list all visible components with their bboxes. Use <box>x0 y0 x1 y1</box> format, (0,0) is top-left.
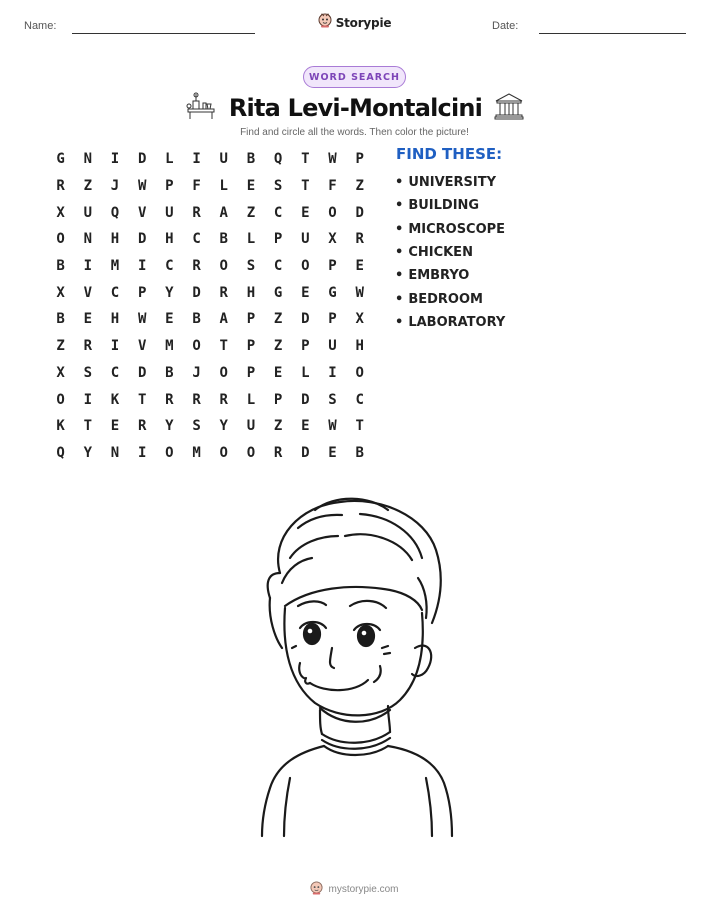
grid-letter[interactable]: H <box>165 231 174 248</box>
grid-letter[interactable]: E <box>301 418 310 435</box>
grid-letter[interactable]: V <box>137 338 147 355</box>
grid-letter[interactable]: H <box>110 231 120 248</box>
grid-letter[interactable]: B <box>246 151 256 168</box>
bullet: • <box>395 175 404 191</box>
grid-letter[interactable]: G <box>328 284 337 301</box>
bullet: • <box>395 314 404 330</box>
grid-letter[interactable]: L <box>165 151 174 168</box>
grid-letter[interactable]: P <box>246 364 256 381</box>
grid-letter[interactable]: I <box>328 364 337 381</box>
storypie-mascot-icon <box>310 880 323 899</box>
grid-letter[interactable]: C <box>192 231 201 248</box>
grid-letter[interactable]: R <box>83 338 92 355</box>
grid-letter[interactable]: W <box>137 311 147 328</box>
grid-letter[interactable]: L <box>301 364 310 381</box>
grid-letter[interactable]: B <box>192 311 201 328</box>
grid-letter[interactable]: E <box>355 258 364 275</box>
grid-letter[interactable]: U <box>83 204 92 221</box>
grid-letter[interactable]: D <box>192 284 201 301</box>
grid-letter[interactable]: K <box>110 391 120 408</box>
grid-letter[interactable]: X <box>328 231 337 248</box>
grid-letter[interactable]: R <box>192 391 201 408</box>
grid-letter[interactable]: R <box>192 204 201 221</box>
grid-letter[interactable]: N <box>83 231 92 248</box>
footer <box>0 880 709 899</box>
grid-letter[interactable]: S <box>83 364 92 381</box>
grid-letter[interactable]: O <box>192 338 201 355</box>
grid-letter[interactable]: T <box>219 338 228 355</box>
grid-letter[interactable]: P <box>165 178 174 195</box>
grid-letter[interactable]: B <box>355 444 364 461</box>
grid-letter[interactable]: T <box>83 418 92 435</box>
grid-letter[interactable]: W <box>328 151 337 168</box>
grid-letter[interactable]: T <box>355 418 364 435</box>
grid-letter[interactable]: E <box>301 284 310 301</box>
grid-letter[interactable]: M <box>110 258 120 275</box>
grid-letter[interactable]: E <box>273 364 283 381</box>
grid-letter[interactable]: M <box>192 444 201 461</box>
grid-letter[interactable]: P <box>246 311 256 328</box>
name-label: Name: <box>24 20 57 32</box>
word-item <box>395 241 505 264</box>
grid-letter[interactable]: O <box>56 231 65 248</box>
grid-letter[interactable]: U <box>219 151 228 168</box>
grid-letter[interactable]: Y <box>219 418 228 435</box>
grid-letter[interactable]: R <box>56 178 65 195</box>
grid-letter[interactable]: O <box>246 444 256 461</box>
grid-letter[interactable]: V <box>83 284 92 301</box>
word-item <box>395 287 505 310</box>
grid-letter[interactable]: L <box>246 231 256 248</box>
word-list <box>395 171 505 334</box>
grid-letter[interactable]: Z <box>246 204 256 221</box>
grid-letter[interactable]: R <box>273 444 283 461</box>
grid-letter[interactable]: U <box>301 231 310 248</box>
bullet: • <box>395 268 404 284</box>
word-label: EMBRYO <box>408 268 470 284</box>
grid-letter[interactable]: G <box>56 151 65 168</box>
grid-letter[interactable]: T <box>301 178 310 195</box>
grid-letter[interactable]: X <box>56 364 65 381</box>
grid-letter[interactable]: T <box>301 151 310 168</box>
grid-letter[interactable]: E <box>246 178 256 195</box>
grid-letter[interactable]: P <box>328 258 337 275</box>
grid-letter[interactable]: C <box>110 364 120 381</box>
word-item <box>395 171 505 194</box>
grid-letter[interactable]: O <box>56 391 65 408</box>
date-line[interactable] <box>539 33 686 34</box>
letter-grid[interactable] <box>47 146 373 466</box>
grid-letter[interactable]: S <box>328 391 337 408</box>
grid-letter[interactable]: Y <box>83 444 92 461</box>
bullet: • <box>395 291 404 307</box>
portrait-illustration <box>240 488 470 838</box>
page-title: Rita Levi-Montalcini <box>228 94 483 122</box>
grid-letter[interactable]: P <box>273 231 283 248</box>
grid-letter[interactable]: L <box>246 391 256 408</box>
grid-letter[interactable]: A <box>219 204 228 221</box>
grid-letter[interactable]: Z <box>83 178 92 195</box>
grid-letter[interactable]: C <box>355 391 364 408</box>
grid-letter[interactable]: Z <box>273 418 283 435</box>
word-search-badge: WORD SEARCH <box>303 66 406 88</box>
grid-letter[interactable]: P <box>137 284 147 301</box>
grid-letter[interactable]: P <box>301 338 310 355</box>
grid-letter[interactable]: S <box>246 258 256 275</box>
grid-letter[interactable]: Y <box>165 284 174 301</box>
grid-letter[interactable]: O <box>328 204 337 221</box>
grid-letter[interactable]: D <box>301 391 310 408</box>
grid-letter[interactable]: C <box>273 204 283 221</box>
brand-name: Storypie <box>335 15 392 30</box>
grid-letter[interactable]: C <box>165 258 174 275</box>
grid-letter[interactable]: L <box>219 178 228 195</box>
grid-letter[interactable]: O <box>219 444 228 461</box>
grid-letter[interactable]: H <box>355 338 364 355</box>
grid-letter[interactable]: O <box>165 444 174 461</box>
word-label: CHICKEN <box>408 245 473 261</box>
grid-letter[interactable]: D <box>137 364 147 381</box>
grid-letter[interactable]: M <box>165 338 174 355</box>
title-row <box>0 92 709 124</box>
grid-letter[interactable]: B <box>219 231 228 248</box>
grid-letter[interactable]: I <box>137 444 147 461</box>
word-item <box>395 264 505 287</box>
grid-letter[interactable]: I <box>110 338 120 355</box>
grid-letter[interactable]: C <box>110 284 120 301</box>
grid-letter[interactable]: I <box>83 258 92 275</box>
grid-letter[interactable]: R <box>192 258 201 275</box>
grid-letter[interactable]: X <box>56 204 65 221</box>
grid-letter[interactable]: I <box>83 391 92 408</box>
grid-letter[interactable]: S <box>273 178 283 195</box>
grid-letter[interactable]: X <box>56 284 65 301</box>
laboratory-desk-icon <box>185 92 217 124</box>
grid-letter[interactable]: E <box>328 444 337 461</box>
grid-letter[interactable]: D <box>301 311 310 328</box>
bullet: • <box>395 245 404 261</box>
word-item <box>395 218 505 241</box>
grid-letter[interactable]: P <box>328 311 337 328</box>
grid-letter[interactable]: H <box>110 311 120 328</box>
footer-site[interactable]: mystorypie.com <box>328 884 399 895</box>
grid-letter[interactable]: J <box>110 178 120 195</box>
grid-letter[interactable]: S <box>192 418 201 435</box>
name-line[interactable] <box>72 33 255 34</box>
grid-letter[interactable]: R <box>137 418 147 435</box>
grid-letter[interactable]: O <box>355 364 364 381</box>
grid-letter[interactable]: E <box>165 311 174 328</box>
grid-letter[interactable]: W <box>355 284 364 301</box>
grid-letter[interactable]: Q <box>110 204 120 221</box>
grid-letter[interactable]: N <box>110 444 120 461</box>
grid-letter[interactable]: Y <box>165 418 174 435</box>
grid-letter[interactable]: T <box>137 391 147 408</box>
grid-letter[interactable]: O <box>219 364 228 381</box>
grid-letter[interactable]: I <box>192 151 201 168</box>
grid-letter[interactable]: Z <box>355 178 364 195</box>
find-these-heading: FIND THESE: <box>396 145 503 163</box>
word-label: BUILDING <box>408 198 480 214</box>
grid-letter[interactable]: U <box>246 418 256 435</box>
grid-letter[interactable]: E <box>301 204 310 221</box>
grid-letter[interactable]: O <box>301 258 310 275</box>
grid-letter[interactable]: F <box>192 178 201 195</box>
grid-letter[interactable]: U <box>165 204 174 221</box>
grid-letter[interactable]: D <box>301 444 310 461</box>
grid-letter[interactable]: I <box>110 151 120 168</box>
grid-letter[interactable]: U <box>328 338 337 355</box>
brand-logo <box>0 13 709 32</box>
grid-letter[interactable]: H <box>246 284 256 301</box>
grid-letter[interactable]: Z <box>56 338 65 355</box>
bullet: • <box>395 198 404 214</box>
grid-letter[interactable]: D <box>355 204 364 221</box>
grid-letter[interactable]: Z <box>273 311 283 328</box>
bullet: • <box>395 221 404 237</box>
word-label: BEDROOM <box>408 291 483 307</box>
grid-letter[interactable]: N <box>83 151 92 168</box>
grid-letter[interactable]: R <box>219 284 228 301</box>
grid-letter[interactable]: K <box>56 418 65 435</box>
date-label: Date: <box>492 20 519 32</box>
grid-letter[interactable]: X <box>355 311 364 328</box>
grid-letter[interactable]: C <box>273 258 283 275</box>
grid-letter[interactable]: B <box>56 258 65 275</box>
grid-letter[interactable]: J <box>192 364 201 381</box>
grid-letter[interactable]: Q <box>56 444 65 461</box>
grid-letter[interactable]: B <box>56 311 65 328</box>
grid-letter[interactable]: A <box>219 311 228 328</box>
grid-letter[interactable]: P <box>273 391 283 408</box>
grid-letter[interactable]: R <box>219 391 228 408</box>
grid-letter[interactable]: R <box>355 231 364 248</box>
word-item <box>395 194 505 217</box>
grid-letter[interactable]: G <box>273 284 283 301</box>
word-label: MICROSCOPE <box>408 221 506 237</box>
grid-letter[interactable]: D <box>137 231 147 248</box>
grid-letter[interactable]: P <box>246 338 256 355</box>
grid-letter[interactable]: V <box>137 204 147 221</box>
word-item <box>395 311 505 334</box>
word-label: UNIVERSITY <box>408 175 497 191</box>
grid-letter[interactable]: Z <box>273 338 283 355</box>
instructions: Find and circle all the words. Then color the picture! <box>240 127 469 138</box>
grid-letter[interactable]: Q <box>273 151 283 168</box>
grid-letter[interactable]: W <box>137 178 147 195</box>
grid-letter[interactable]: D <box>137 151 147 168</box>
grid-letter[interactable]: B <box>165 364 174 381</box>
university-building-icon <box>494 92 524 124</box>
grid-letter[interactable]: W <box>328 418 337 435</box>
grid-letter[interactable]: R <box>165 391 174 408</box>
word-label: LABORATORY <box>408 314 506 330</box>
grid-letter[interactable]: I <box>137 258 147 275</box>
storypie-mascot-icon <box>318 13 332 32</box>
grid-letter[interactable]: E <box>110 418 120 435</box>
grid-letter[interactable]: O <box>219 258 228 275</box>
grid-letter[interactable]: E <box>83 311 92 328</box>
grid-letter[interactable]: F <box>328 178 337 195</box>
grid-letter[interactable]: P <box>355 151 364 168</box>
